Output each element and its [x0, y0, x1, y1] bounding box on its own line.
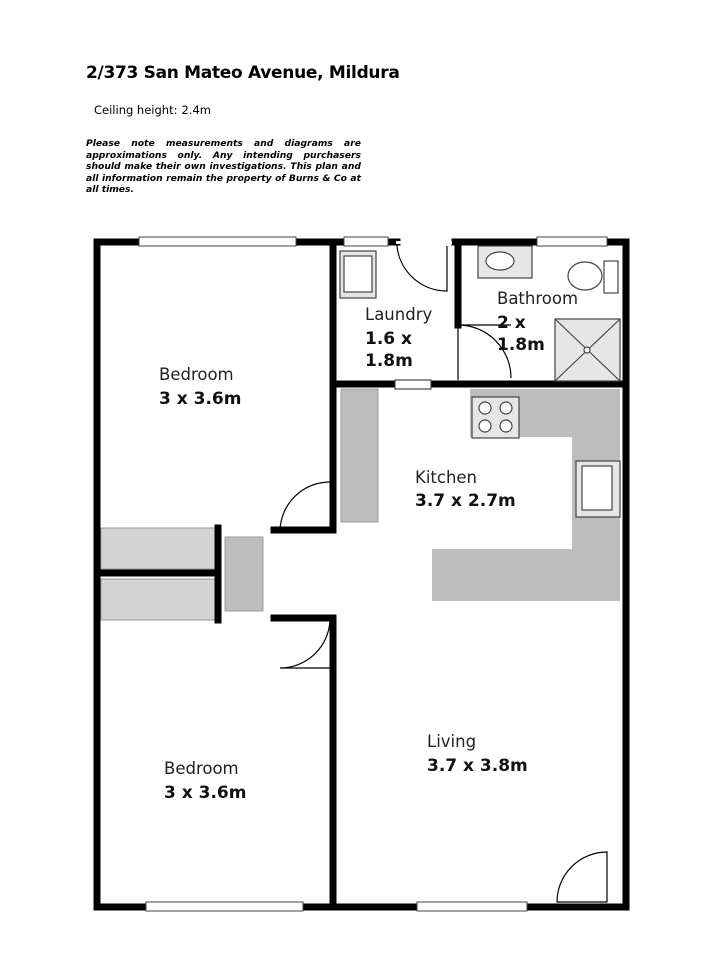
living-dims: 3.7 x 3.8m: [427, 756, 528, 776]
laundry-dims-line2: 1.8m: [365, 351, 413, 371]
bedroom2-name: Bedroom: [164, 759, 239, 778]
bathroom-dims-line2: 1.8m: [497, 335, 545, 355]
window-laundry: [344, 237, 388, 246]
living-name: Living: [427, 732, 477, 751]
door-laundry-entry: [397, 245, 447, 291]
door-front: [557, 852, 607, 902]
ceiling-height-label: Ceiling height:: [94, 103, 178, 117]
page-title: 2/373 San Mateo Avenue, Mildura: [86, 63, 400, 83]
kitchen-dims: 3.7 x 2.7m: [415, 491, 516, 511]
bathroom-name: Bathroom: [497, 289, 579, 308]
cooktop: [472, 397, 519, 438]
kitchen-name: Kitchen: [415, 468, 478, 487]
door-bedroom2: [280, 620, 330, 668]
window-bathroom: [537, 237, 607, 246]
ceiling-height-value: 2.4m: [181, 103, 211, 117]
bedroom1-dims: 3 x 3.6m: [159, 389, 242, 409]
window-bedroom2: [146, 902, 303, 911]
bedroom1-robe: [101, 528, 218, 569]
kitchen-benches: [101, 389, 620, 620]
laundry-dims-line1: 1.6 x: [365, 329, 412, 349]
laundry-name: Laundry: [365, 305, 433, 324]
bathroom-dims-line1: 2 x: [497, 313, 526, 333]
bedroom1-name: Bedroom: [159, 365, 234, 384]
room-labels: [159, 289, 578, 803]
door-bedroom1: [280, 482, 330, 530]
bedroom2-robe: [101, 579, 218, 620]
disclaimer-text: Please note measurements and diagrams are approximations only. Any intending purchasers should make their own investigations. This plan and all information remain the property of Burns & Co at all times.: [86, 138, 361, 195]
hallway-cupboard: [225, 537, 263, 611]
toilet: [568, 262, 602, 290]
kitchen-bench-left: [341, 389, 378, 522]
window-bedroom1: [139, 237, 296, 246]
bedroom2-dims: 3 x 3.6m: [164, 783, 247, 803]
window-living: [417, 902, 527, 911]
